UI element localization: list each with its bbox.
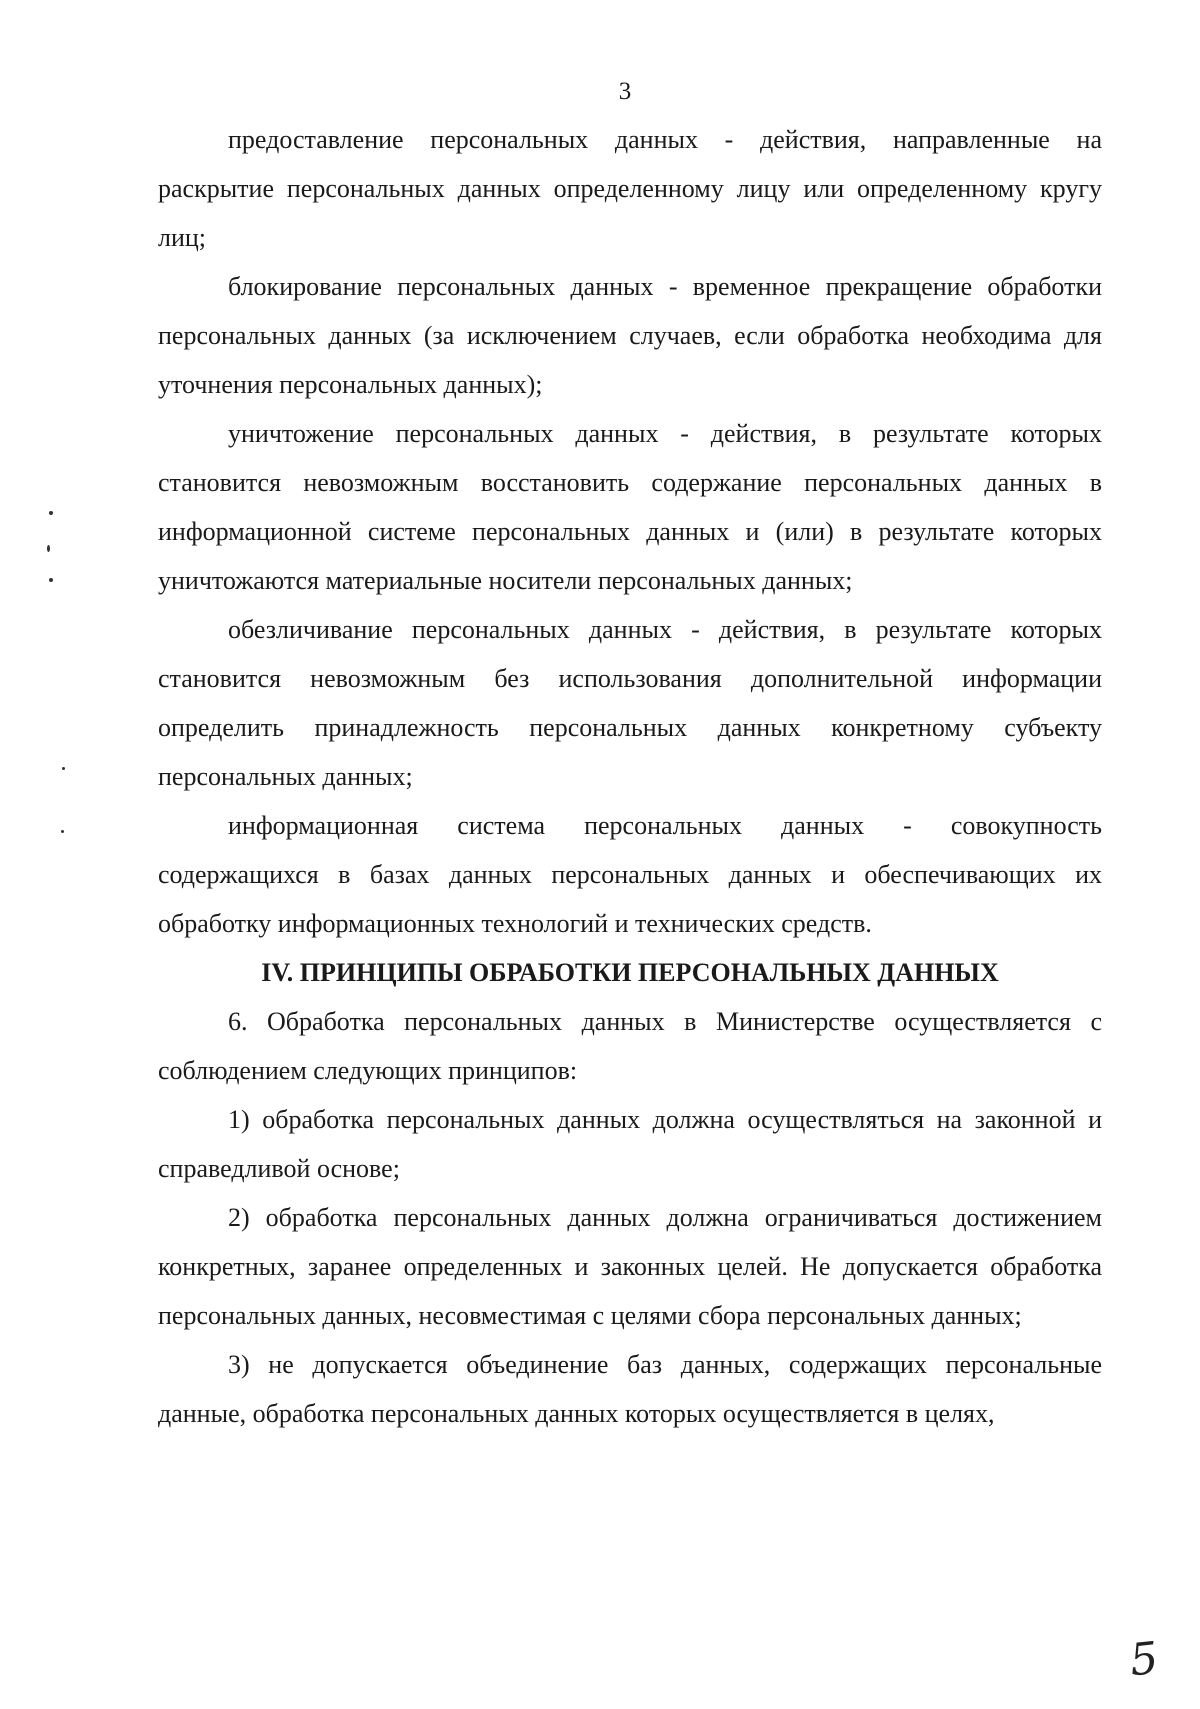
paragraph-destruction: уничтожение персональных данных - действия, в результате которых становится невозможным восстановить содержание персональных данных в информационной системе персональных данных и (или) в результате которых уничтожаются материальные носители персональных данных; bbox=[158, 419, 1102, 595]
paragraph-depersonalization: обезличивание персональных данных - действия, в результате которых становится невозможным без использования дополнительной информации определить принадлежность персональных данных конкретному субъекту персональных данных; bbox=[158, 615, 1102, 791]
scan-speck bbox=[49, 578, 53, 582]
page-number: 3 bbox=[618, 78, 632, 105]
paragraph-information-system: информационная система персональных данных - совокупность содержащихся в базах данных персональных данных и обеспечивающих их обработку информационных технологий и технических средств. bbox=[158, 811, 1102, 938]
paragraph-item-6: 6. Обработка персональных данных в Министерстве осуществляется с соблюдением следующих принципов: bbox=[158, 1007, 1102, 1085]
scan-speck bbox=[47, 545, 50, 552]
section-heading: IV. ПРИНЦИПЫ ОБРАБОТКИ ПЕРСОНАЛЬНЫХ ДАННЫХ bbox=[261, 958, 999, 987]
paragraph-principle-3: 3) не допускается объединение баз данных, содержащих персональные данные, обработка персональных данных которых осуществляется в целях, bbox=[158, 1350, 1102, 1428]
scan-speck bbox=[49, 511, 53, 515]
scan-speck bbox=[62, 767, 65, 770]
document-body bbox=[158, 115, 1102, 1438]
scan-speck bbox=[61, 830, 64, 833]
paragraph-principle-1: 1) обработка персональных данных должна осуществляться на законной и справедливой основе; bbox=[158, 1105, 1102, 1183]
paragraph-provision: предоставление персональных данных - действия, направленные на раскрытие персональных данных определенному лицу или определенному кругу лиц; bbox=[158, 125, 1102, 252]
paragraph-blocking: блокирование персональных данных - временное прекращение обработки персональных данных (за исключением случаев, если обработка необходима для уточнения персональных данных); bbox=[158, 272, 1102, 399]
handwritten-sheet-number: 5 bbox=[1127, 1632, 1161, 1687]
paragraph-principle-2: 2) обработка персональных данных должна ограничиваться достижением конкретных, заранее определенных и законных целей. Не допускается обработка персональных данных, несовместимая с целями сбора персональных данных; bbox=[158, 1203, 1102, 1330]
